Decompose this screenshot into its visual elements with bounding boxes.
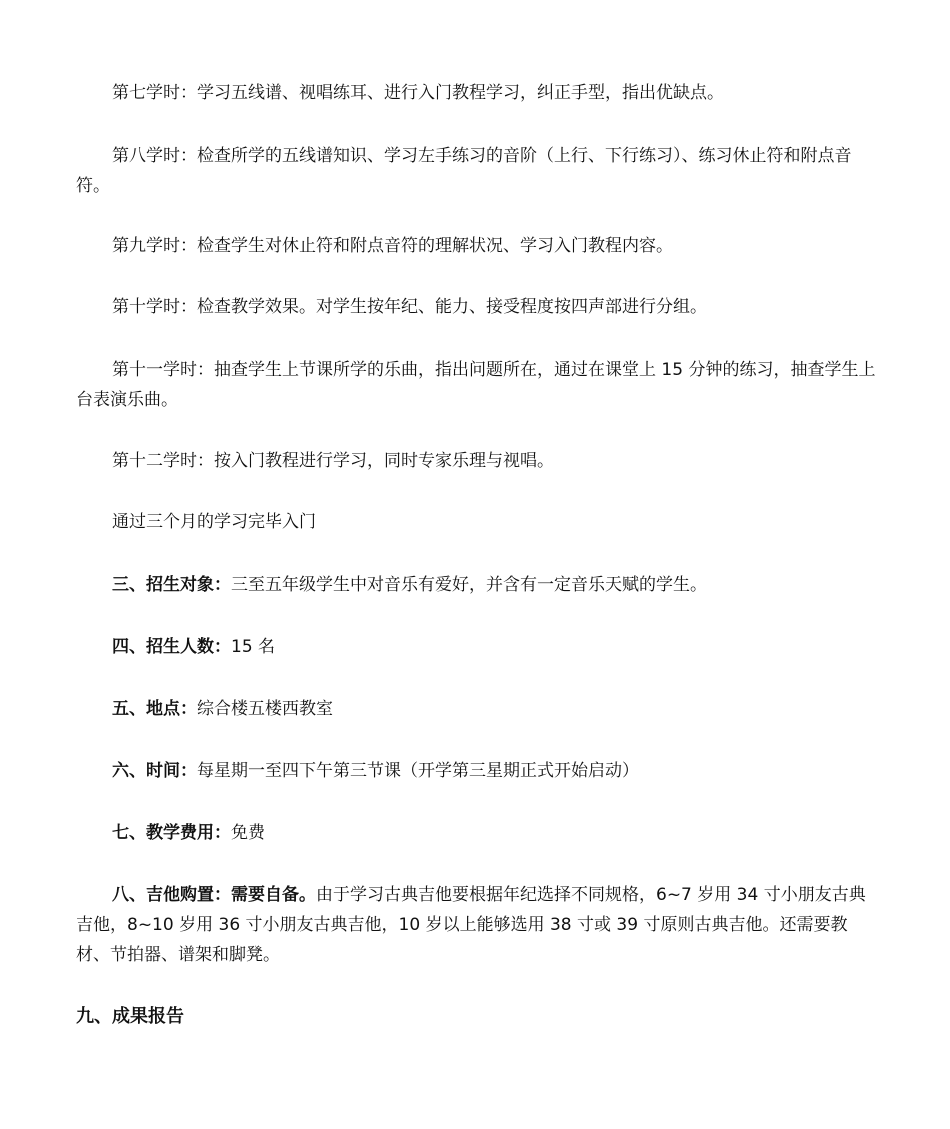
section-label: 八、吉他购置：	[112, 885, 231, 905]
section-guitar-purchase: 八、吉他购置：需要自备。由于学习古典吉他要根据年纪选择不同规格，6~7 岁用 34 寸小朋友古典吉他，8~10 岁用 36 寸小朋友古典吉他，10 岁以上能够选用 38 寸或 39 寸原则古典吉他。还需要教材、节拍器、谱架和脚凳。	[76, 885, 866, 965]
section-fee: 七、教学费用：免费	[112, 823, 265, 843]
lesson-11: 第十一学时：抽查学生上节课所学的乐曲，指出问题所在，通过在课堂上 15 分钟的练习，抽查学生上台表演乐曲。	[76, 360, 876, 410]
summary-line: 通过三个月的学习完毕入门	[112, 512, 316, 532]
section-label: 三、招生对象：	[112, 575, 231, 595]
lesson-12: 第十二学时：按入门教程进行学习，同时专家乐理与视唱。	[112, 451, 554, 471]
lesson-7: 第七学时：学习五线谱、视唱练耳、进行入门教程学习，纠正手型，指出优缺点。	[112, 83, 724, 103]
section-label: 七、教学费用：	[112, 823, 231, 843]
section-label: 六、时间：	[112, 761, 197, 781]
lesson-8: 第八学时：检查所学的五线谱知识、学习左手练习的音阶（上行、下行练习）、练习休止符和附点音符。	[76, 146, 852, 196]
lesson-9: 第九学时：检查学生对休止符和附点音符的理解状况、学习入门教程内容。	[112, 236, 673, 256]
lesson-10: 第十学时：检查教学效果。对学生按年纪、能力、接受程度按四声部进行分组。	[112, 297, 707, 317]
section-label: 四、招生人数：	[112, 637, 231, 657]
section-time: 六、时间：每星期一至四下午第三节课（开学第三星期正式开始启动）	[112, 761, 639, 781]
section-heading-results: 九、成果报告	[76, 1006, 184, 1027]
section-location: 五、地点：综合楼五楼西教室	[112, 699, 333, 719]
section-enrollment-target: 三、招生对象：三至五年级学生中对音乐有爱好，并含有一定音乐天赋的学生。	[112, 575, 707, 595]
section-label: 五、地点：	[112, 699, 197, 719]
section-enrollment-count: 四、招生人数：15 名	[112, 637, 276, 657]
section-emphasis: 需要自备。	[231, 885, 316, 905]
